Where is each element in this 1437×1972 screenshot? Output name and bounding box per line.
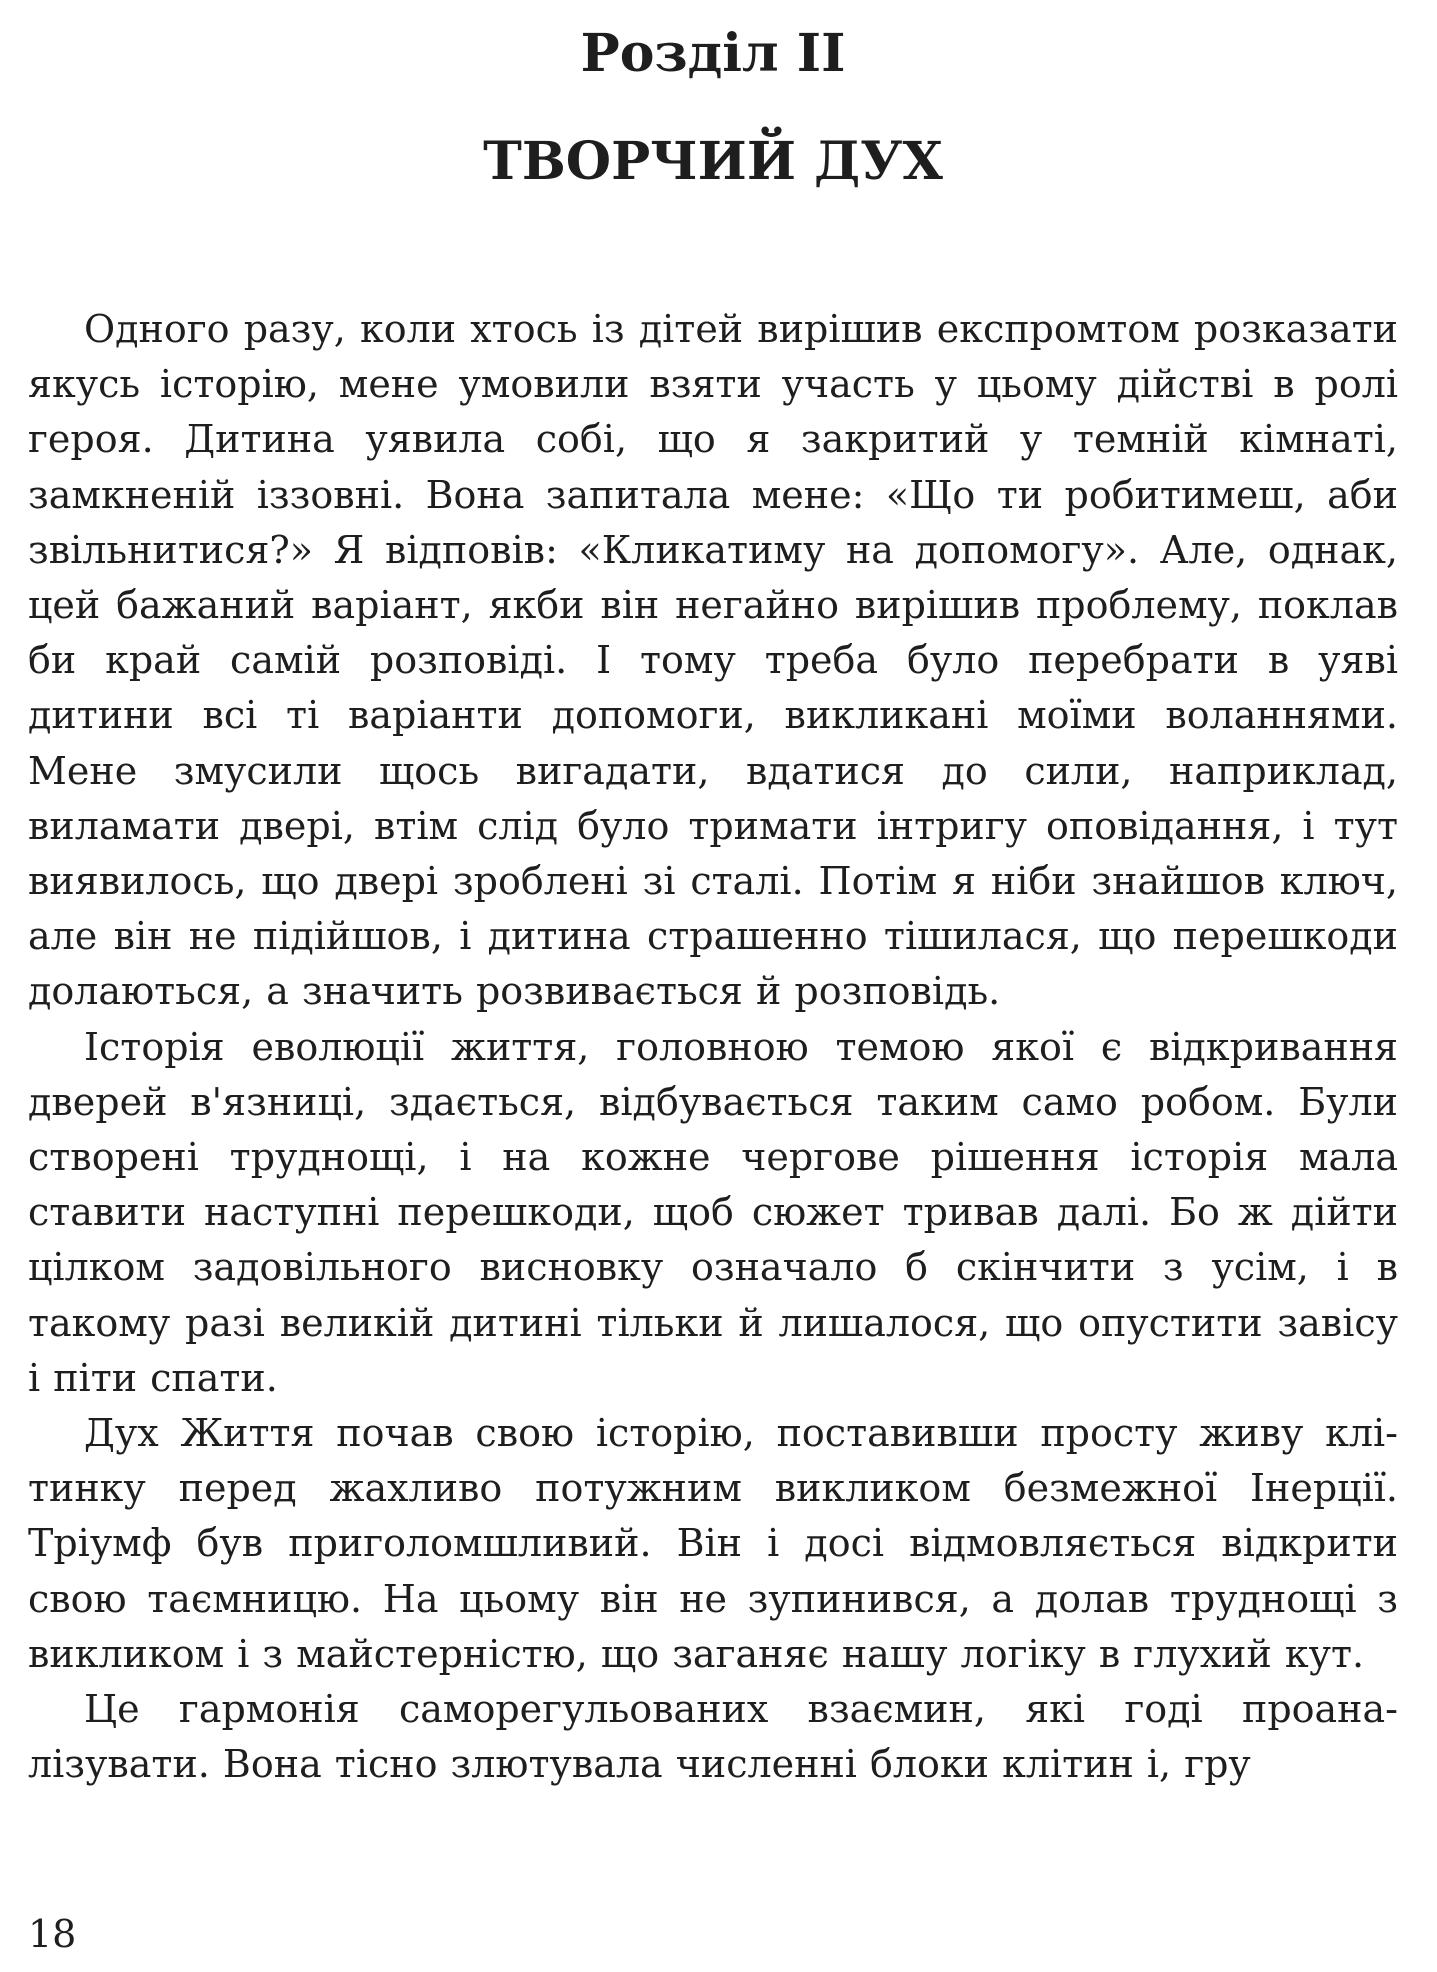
paragraph: Дух Життя почав свою історію, поставивши просту живу клітинку перед жахливо потужним викликом безмежної Інерції. Тріумф був приголомшливий. Він і досі відмовляється відкрити свою таємницю. На цьому він не зупинився, а долав труднощі з викликом і з майстерністю, що заганяє нашу логіку в глухий кут. xyxy=(28,1411,1398,1676)
body-text xyxy=(28,302,1398,1792)
paragraph: Це гармонія саморегульованих взаємин, які годі проаналізувати. Вона тісно злютувала численні блоки клітин і, гру xyxy=(28,1687,1398,1787)
paragraph: Історія еволюції життя, головною темою якої є відкривання дверей в'язниці, здається, відбувається таким само робом. Були створені труднощі, і на кожне чергове рішення історія мала ставити наступні перешкоди, щоб сюжет тривав далі. Бо ж дійти цілком задовільного висновку означало б скінчити з усім, і в такому разі великій дитині тільки й лишалося, що опустити завісу і піти спати. xyxy=(28,1024,1398,1400)
chapter-number: Розділ ІІ xyxy=(580,23,846,84)
book-page xyxy=(28,0,1398,1972)
paragraph: Одного разу, коли хтось із дітей вирішив експромтом розказати якусь історію, мене умовили взяти участь у цьому дійстві в ролі героя. Дитина уявила собі, що я закритий у темній кімнаті, замкненій іззовні. Вона запитала мене: «Що ти робитимеш, аби звільнитися?» Я відповів: «Кликатиму на допомогу». Але, однак, цей бажаний варіант, якби він негайно вирішив проблему, поклав би край самій розповіді. І тому треба було перебрати в уяві дитини всі ті варіанти допомоги, викликані моїми воланнями. Мене змусили щось вигадати, вдатися до сили, наприклад, виламати двері, втім слід було тримати інтригу оповідання, і тут виявилось, що двері зроблені зі сталі. Потім я ніби знайшов ключ, але він не підійшов, і дитина страшенно тішилася, що перешкоди долаються, а значить розвивається й розповідь. xyxy=(28,307,1398,1014)
chapter-title: ТВОРЧИЙ ДУХ xyxy=(483,131,943,192)
page-number: 18 xyxy=(28,1912,77,1956)
